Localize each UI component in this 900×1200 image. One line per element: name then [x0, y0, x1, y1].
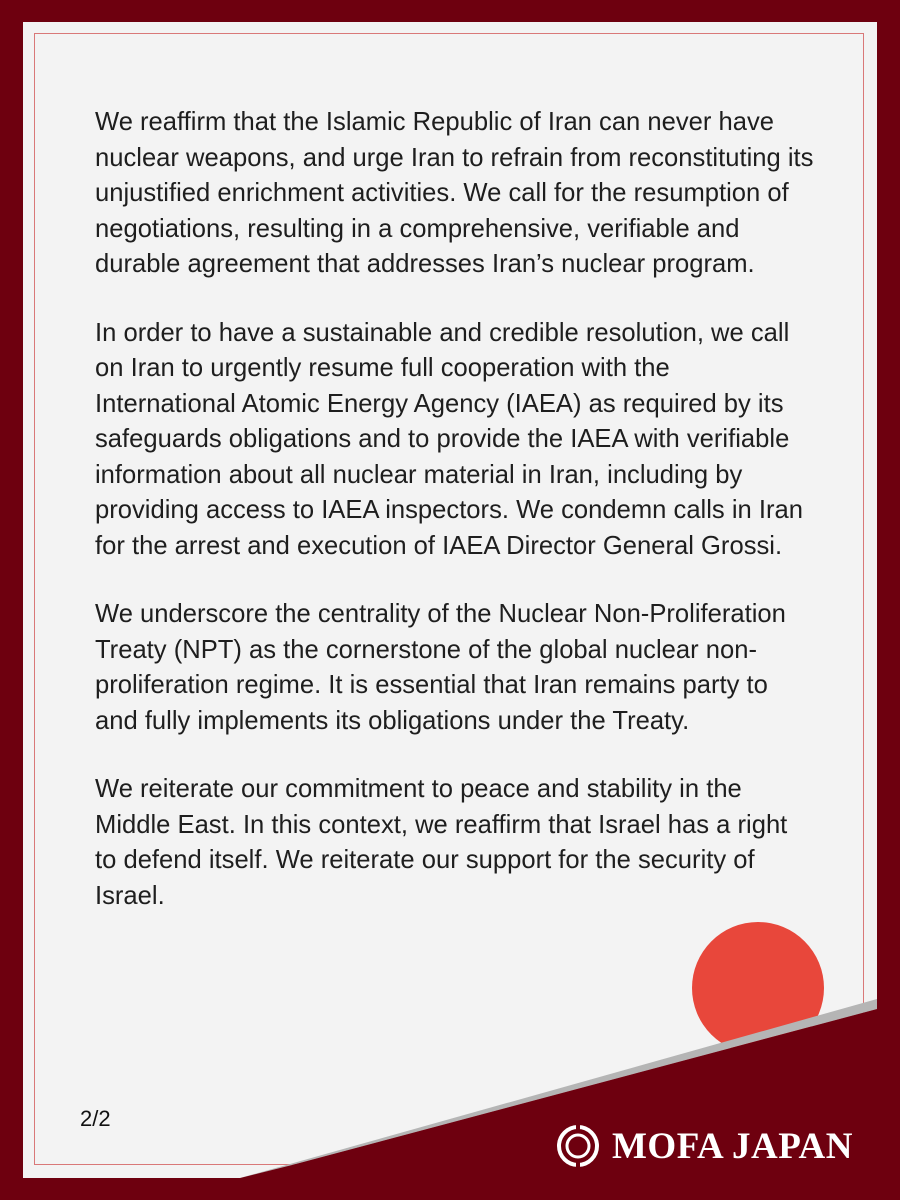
paragraph-middle-east: We reiterate our commitment to peace and stability in the Middle East. In this context, we reaffirm that Israel has a right to defend itself. We reiterate our support for the security of Israel.	[95, 775, 788, 910]
statement-body	[95, 105, 815, 947]
paragraph-npt: We underscore the centrality of the Nuclear Non-Proliferation Treaty (NPT) as the cornerstone of the global nuclear non-proliferation regime. It is essential that Iran remains party to and fully implements its obligations under the Treaty.	[95, 600, 786, 735]
mofa-logo	[556, 1121, 853, 1171]
mofa-japan-wordmark: MOFA JAPAN	[612, 1125, 854, 1167]
page-number: 2/2	[80, 1106, 111, 1131]
paragraph-iaea-cooperation: In order to have a sustainable and credible resolution, we call on Iran to urgently resume full cooperation with the International Atomic Energy Agency (IAEA) as required by its safeguards obligations and to provide the IAEA with verifiable information about all nuclear material in Iran, including by providing access to IAEA inspectors. We condemn calls in Iran for the arrest and execution of IAEA Director General Grossi.	[95, 318, 803, 560]
corner-wedge	[240, 1009, 877, 1200]
paragraph-iran-nuclear-weapons: We reaffirm that the Islamic Republic of Iran can never have nuclear weapons, and urge Iran to refrain from reconstituting its unjustified enrichment activities. We call for the resumption of negotiations, resulting in a comprehensive, verifiable and durable agreement that addresses Iran’s nuclear program.	[95, 108, 814, 278]
mofa-emblem-icon	[556, 1124, 600, 1168]
